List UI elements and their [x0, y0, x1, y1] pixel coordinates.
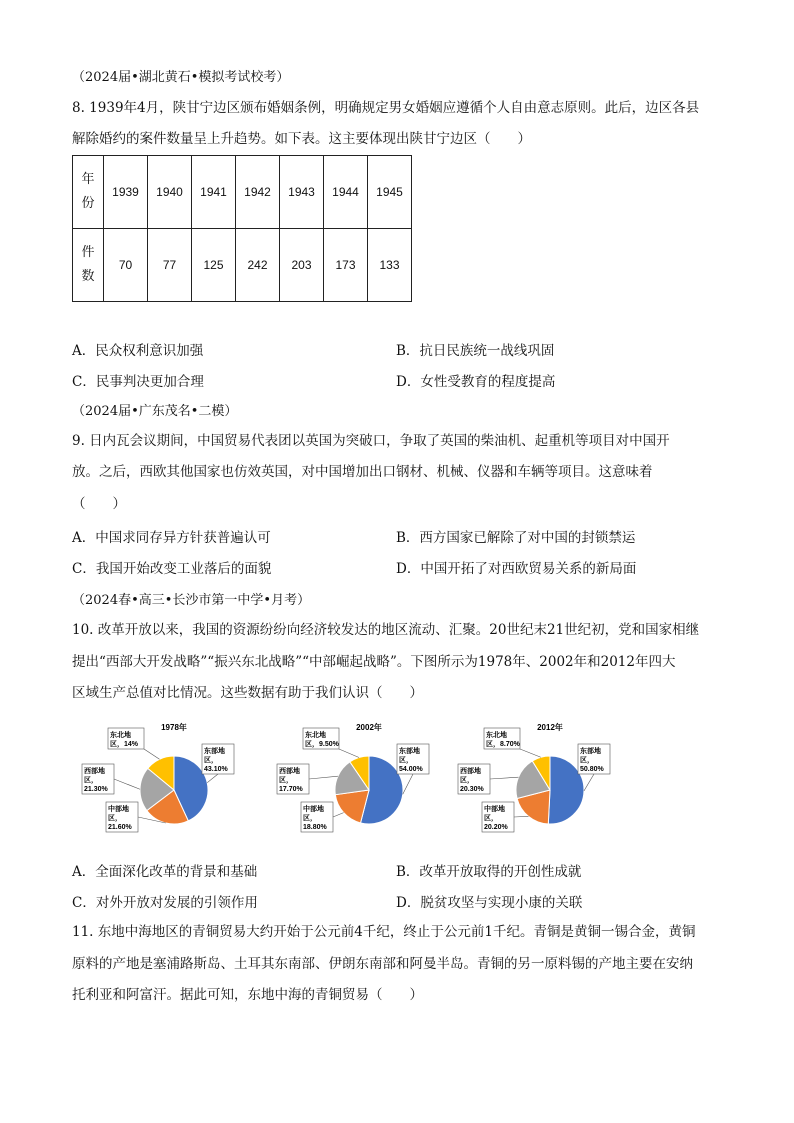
- q11-stem-line3: 托利亚和阿富汗。据此可知，东地中海的青铜贸易（ ）: [72, 987, 423, 1003]
- svg-text:东北地: 东北地: [486, 732, 507, 739]
- svg-text:西部地: 西部地: [460, 768, 481, 775]
- svg-text:中部地: 中部地: [303, 806, 324, 813]
- svg-text:区，8.70%: 区，8.70%: [486, 741, 520, 748]
- q10-option-b[interactable]: B．改革开放取得的开创性成就: [396, 864, 582, 880]
- q9-stem-line3: （ ）: [72, 496, 126, 512]
- q10-stem-line3: 区域生产总值对比情况。这些数据有助于我们认识（ ）: [72, 685, 423, 701]
- year-cell: 1945: [368, 156, 412, 229]
- svg-text:50.80%: 50.80%: [580, 766, 604, 773]
- svg-text:西部地: 西部地: [84, 768, 105, 775]
- pie-label-west-2012: [458, 764, 519, 794]
- year-cell: 1944: [324, 156, 368, 229]
- svg-text:20.30%: 20.30%: [460, 786, 484, 793]
- year-cell: 1940: [148, 156, 192, 229]
- q11-stem-line1: 11. 东地中海地区的青铜贸易大约开始于公元前4千纪，终止于公元前1千纪。青铜是黄铜一锡合金，黄铜: [72, 924, 696, 940]
- row-header-counts: 件 数: [73, 229, 104, 302]
- count-cell: 133: [368, 229, 412, 302]
- svg-text:54.00%: 54.00%: [399, 766, 423, 773]
- svg-text:区，: 区，: [279, 777, 293, 784]
- svg-text:21.60%: 21.60%: [108, 824, 132, 831]
- svg-text:区，: 区，: [108, 815, 122, 822]
- pie-title-1978: 1978年: [161, 723, 187, 732]
- svg-text:东北地: 东北地: [110, 732, 131, 739]
- pie-chart-2012: [454, 718, 624, 847]
- pie-label-west-1978: [82, 764, 140, 794]
- q9-option-a[interactable]: A．中国求同存异方针获普遍认可: [72, 530, 271, 546]
- q10-option-a[interactable]: A．全面深化改革的背景和基础: [72, 864, 258, 880]
- count-cell: 77: [148, 229, 192, 302]
- table-row-counts: [73, 229, 412, 302]
- row-header-years: 年 份: [73, 156, 104, 229]
- q9-stem-line1: 9. 日内瓦会议期间，中国贸易代表团以英国为突破口，争取了英国的柴油机、起重机等项目对中国开: [72, 433, 670, 449]
- pie-label-west-2002: [277, 764, 338, 794]
- q8-option-c[interactable]: C．民事判决更加合理: [72, 374, 204, 390]
- q8-option-b[interactable]: B．抗日民族统一战线巩固: [396, 343, 555, 359]
- svg-text:东部地: 东部地: [580, 748, 601, 755]
- svg-text:区，: 区，: [84, 777, 98, 784]
- year-cell: 1941: [192, 156, 236, 229]
- q8-stem-line2: 解除婚约的案件数量呈上升趋势。如下表。这主要体现出陕甘宁边区（ ）: [72, 131, 531, 147]
- svg-text:21.30%: 21.30%: [84, 786, 108, 793]
- svg-text:区，: 区，: [204, 757, 218, 764]
- pie-label-northeast-2002: [303, 728, 359, 758]
- svg-text:中部地: 中部地: [108, 806, 129, 813]
- svg-text:区，14%: 区，14%: [110, 741, 139, 748]
- q10-stem-line2: 提出“西部大开发战略”“振兴东北战略”“中部崛起战略”。下图所示为1978年、2002年和2012年四大: [72, 654, 676, 670]
- q11-stem-line2: 原料的产地是塞浦路斯岛、土耳其东南部、伊朗东南部和阿曼半岛。青铜的另一原料锡的产地主要在安纳: [72, 956, 693, 972]
- svg-text:18.80%: 18.80%: [303, 824, 327, 831]
- count-cell: 125: [192, 229, 236, 302]
- count-cell: 173: [324, 229, 368, 302]
- svg-text:区，: 区，: [484, 815, 498, 822]
- pie-label-northeast-1978: [108, 728, 160, 759]
- svg-text:20.20%: 20.20%: [484, 824, 508, 831]
- q9-source: （2024届•广东茂名•二模）: [72, 404, 238, 419]
- svg-text:中部地: 中部地: [484, 806, 505, 813]
- pie-svg-1978: [78, 718, 248, 843]
- svg-text:东部地: 东部地: [399, 748, 420, 755]
- pie-label-northeast-2012: [484, 728, 541, 757]
- pie-label-central-2002: [301, 802, 344, 832]
- table-row-years: [73, 156, 412, 229]
- pie-title-2002: 2002年: [356, 723, 382, 732]
- count-cell: 203: [280, 229, 324, 302]
- pie-label-east-1978: [202, 744, 234, 783]
- year-cell: 1939: [104, 156, 148, 229]
- q8-stem-line1: 8. 1939年4月，陕甘宁边区颁布婚姻条例，明确规定男女婚姻应遵循个人自由意志原则。此后，边区各县: [72, 100, 700, 116]
- svg-text:区，: 区，: [399, 757, 413, 764]
- q8-source: （2024届•湖北黄石•模拟考试校考）: [72, 70, 290, 85]
- svg-text:43.10%: 43.10%: [204, 766, 228, 773]
- year-cell: 1942: [236, 156, 280, 229]
- q8-option-d[interactable]: D．女性受教育的程度提高: [396, 374, 556, 390]
- count-cell: 242: [236, 229, 280, 302]
- pie-chart-1978: [78, 718, 248, 847]
- svg-text:东部地: 东部地: [204, 748, 225, 755]
- pie-svg-2012: [454, 718, 624, 843]
- q9-option-c[interactable]: C．我国开始改变工业落后的面貌: [72, 561, 272, 577]
- q9-option-b[interactable]: B．西方国家已解除了对中国的封锁禁运: [396, 530, 636, 546]
- svg-text:区，: 区，: [303, 815, 317, 822]
- svg-text:区，9.50%: 区，9.50%: [305, 741, 339, 748]
- q9-option-d[interactable]: D．中国开拓了对西欧贸易关系的新局面: [396, 561, 637, 577]
- q10-stem-line1: 10. 改革开放以来，我国的资源纷纷向经济较发达的地区流动、汇聚。20世纪末21世纪初，党和国家相继: [72, 622, 700, 638]
- q9-stem-line2: 放。之后，西欧其他国家也仿效英国，对中国增加出口钢材、机械、仪器和车辆等项目。这意味着: [72, 464, 653, 480]
- q8-data-table: [72, 155, 412, 302]
- pie-chart-2002: [273, 718, 443, 847]
- svg-text:17.70%: 17.70%: [279, 786, 303, 793]
- year-cell: 1943: [280, 156, 324, 229]
- q10-option-d[interactable]: D．脱贫攻坚与实现小康的关联: [396, 895, 583, 911]
- svg-text:区，: 区，: [580, 757, 594, 764]
- q10-option-c[interactable]: C．对外开放对发展的引领作用: [72, 895, 258, 911]
- svg-text:西部地: 西部地: [279, 768, 300, 775]
- svg-text:东北地: 东北地: [305, 732, 326, 739]
- pie-svg-2002: [273, 718, 443, 843]
- svg-text:区，: 区，: [460, 777, 474, 784]
- pie-title-2012: 2012年: [537, 723, 563, 732]
- count-cell: 70: [104, 229, 148, 302]
- q10-source: （2024春•高三•长沙市第一中学•月考）: [72, 593, 311, 608]
- q8-option-a[interactable]: A．民众权利意识加强: [72, 343, 204, 359]
